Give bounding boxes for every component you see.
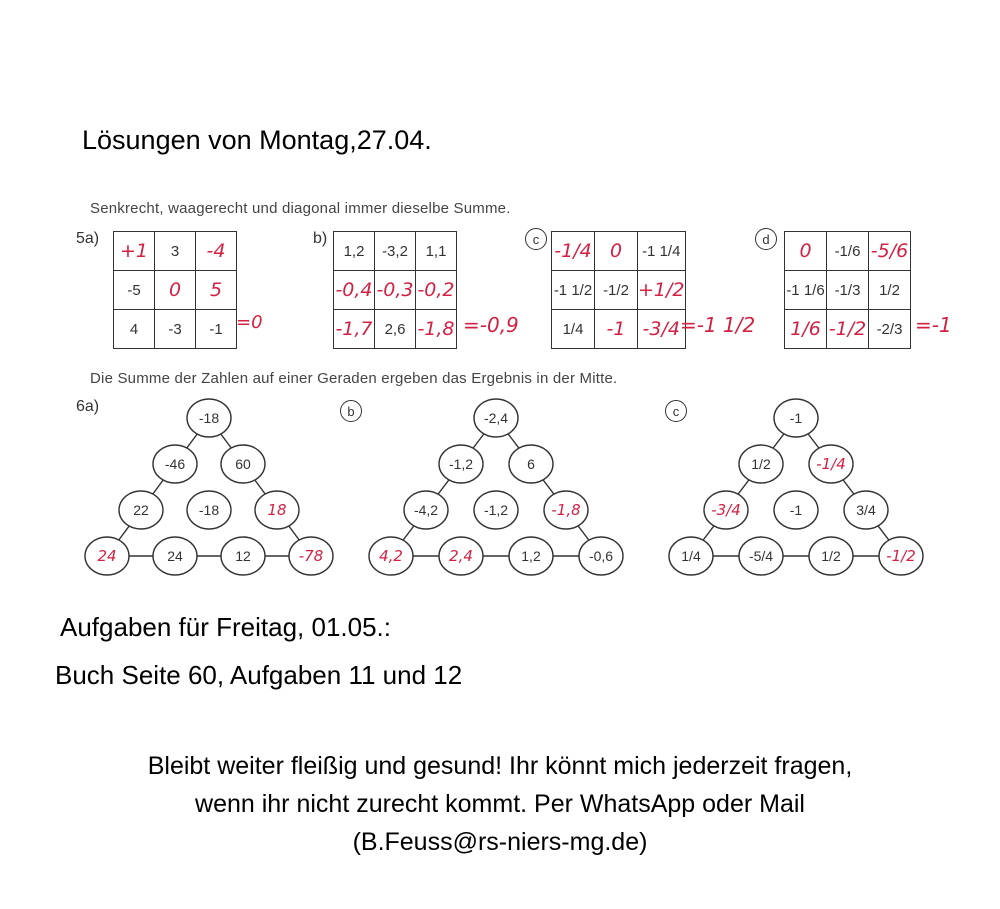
triangle-node-value: -1,2	[483, 502, 509, 518]
square-cell: 2,6	[375, 310, 416, 349]
square-cell: -0,3	[375, 271, 416, 310]
triangle-node-value: 2,4	[449, 547, 473, 565]
square-cell: -1/6	[827, 232, 869, 271]
magic-square-5c-sum: =-1 1/2	[680, 313, 756, 337]
triangle-node-value: 60	[235, 456, 251, 472]
triangle-node-value: -1/4	[816, 455, 846, 473]
magic-square-5a-sum: =0	[236, 312, 263, 333]
instruction-exercise-6: Die Summe der Zahlen auf einer Geraden ergeben das Ergebnis in der Mitte.	[90, 370, 618, 387]
triangle-node	[739, 537, 783, 575]
page-title: Lösungen von Montag,27.04.	[82, 125, 432, 155]
triangle-node	[774, 491, 818, 529]
square-cell: 0	[155, 271, 196, 310]
square-cell: -0,2	[416, 271, 457, 310]
square-cell: +1	[114, 232, 155, 271]
triangle-node-value: 1/2	[821, 548, 841, 564]
tasks-text: Buch Seite 60, Aufgaben 11 und 12	[55, 660, 463, 690]
triangle-node-value: -1	[789, 502, 803, 518]
triangle-node-value: -3/4	[711, 501, 741, 519]
triangle-node-value: 1/2	[751, 456, 771, 472]
square-cell: -1 1/4	[638, 232, 686, 271]
square-cell: -5	[114, 271, 155, 310]
square-cell: -0,4	[334, 271, 375, 310]
triangle-node-value: 6	[527, 456, 535, 472]
triangle-node	[669, 537, 713, 575]
square-cell: 1,2	[334, 232, 375, 271]
triangle-node-value: -4,2	[413, 502, 439, 518]
square-cell: -1 1/6	[785, 271, 827, 310]
square-cell: -3	[155, 310, 196, 349]
triangle-node	[774, 399, 818, 437]
square-cell: -1,8	[416, 310, 457, 349]
triangle-node-value: 18	[267, 501, 287, 519]
triangle-node-value: 3/4	[856, 502, 876, 518]
triangle-node-value: 1,2	[521, 548, 541, 564]
triangle-node-value: 22	[133, 502, 149, 518]
square-cell: 1,1	[416, 232, 457, 271]
square-cell: -1/2	[827, 310, 869, 349]
exercise-6a-label: 6a)	[76, 398, 100, 415]
square-cell: -3/4	[638, 310, 686, 349]
square-cell: -1	[196, 310, 237, 349]
square-cell: -1/2	[595, 271, 638, 310]
closing-line-1: Bleibt weiter fleißig und gesund! Ihr könnt mich jederzeit fragen,	[147, 752, 853, 780]
exercise-5a-label: 5a)	[76, 230, 100, 247]
triangle-node-value: 4,2	[379, 547, 403, 565]
square-cell: 0	[595, 232, 638, 271]
square-cell: -4	[196, 232, 237, 271]
triangle-node	[704, 491, 748, 529]
exercise-5c-label: c	[525, 228, 547, 250]
triangle-node-value: 12	[235, 548, 251, 564]
triangle-node-value: -1	[789, 410, 803, 426]
triangle-node-value: -2,4	[483, 410, 509, 426]
triangle-node-value: 24	[97, 547, 117, 565]
closing-line-2: wenn ihr nicht zurecht kommt. Per WhatsApp oder Mail	[195, 790, 805, 818]
triangle-node-value: -0,6	[588, 548, 614, 564]
tasks-heading: Aufgaben für Freitag, 01.05.:	[60, 612, 391, 642]
magic-square-5d-sum: =-1	[915, 313, 952, 337]
triangle-node-value: -46	[164, 456, 186, 472]
triangle-node-value: -5/4	[748, 548, 774, 564]
triangle-node-value: -18	[198, 410, 220, 426]
triangle-node	[879, 537, 923, 575]
triangle-node-value: 24	[167, 548, 183, 564]
square-cell: -2/3	[869, 310, 911, 349]
closing-email: (B.Feuss@rs-niers-mg.de)	[352, 828, 648, 856]
triangle-edge	[691, 418, 796, 556]
square-cell: -3,2	[375, 232, 416, 271]
square-cell: 1/2	[869, 271, 911, 310]
triangle-node	[844, 491, 888, 529]
square-cell: 1/4	[552, 310, 595, 349]
square-cell: -1/3	[827, 271, 869, 310]
magic-square-5b-sum: =-0,9	[463, 313, 519, 337]
triangle-node	[809, 445, 853, 483]
square-cell: 0	[785, 232, 827, 271]
square-cell: +1/2	[638, 271, 686, 310]
square-cell: -1 1/2	[552, 271, 595, 310]
square-cell: -1	[595, 310, 638, 349]
triangle-node-value: -1,2	[448, 456, 474, 472]
instruction-exercise-5: Senkrecht, waagerecht und diagonal immer dieselbe Summe.	[90, 200, 511, 217]
triangle-node	[739, 445, 783, 483]
triangle-node	[809, 537, 853, 575]
square-cell: -1/4	[552, 232, 595, 271]
square-cell: 3	[155, 232, 196, 271]
square-cell: -1,7	[334, 310, 375, 349]
triangle-node-value: 1/4	[681, 548, 701, 564]
square-cell: 5	[196, 271, 237, 310]
triangle-node-value: -1,8	[551, 501, 581, 519]
triangle-node-value: -1/2	[886, 547, 916, 565]
triangle-edge	[796, 418, 901, 556]
triangle-node-value: -78	[298, 547, 324, 565]
square-cell: -5/6	[869, 232, 911, 271]
square-cell: 1/6	[785, 310, 827, 349]
exercise-6b-label: b	[340, 400, 362, 422]
square-cell: 4	[114, 310, 155, 349]
exercise-6c-label: c	[665, 400, 687, 422]
triangle-node-value: -18	[198, 502, 220, 518]
exercise-5d-label: d	[755, 228, 777, 250]
exercise-5b-label: b)	[313, 230, 328, 247]
